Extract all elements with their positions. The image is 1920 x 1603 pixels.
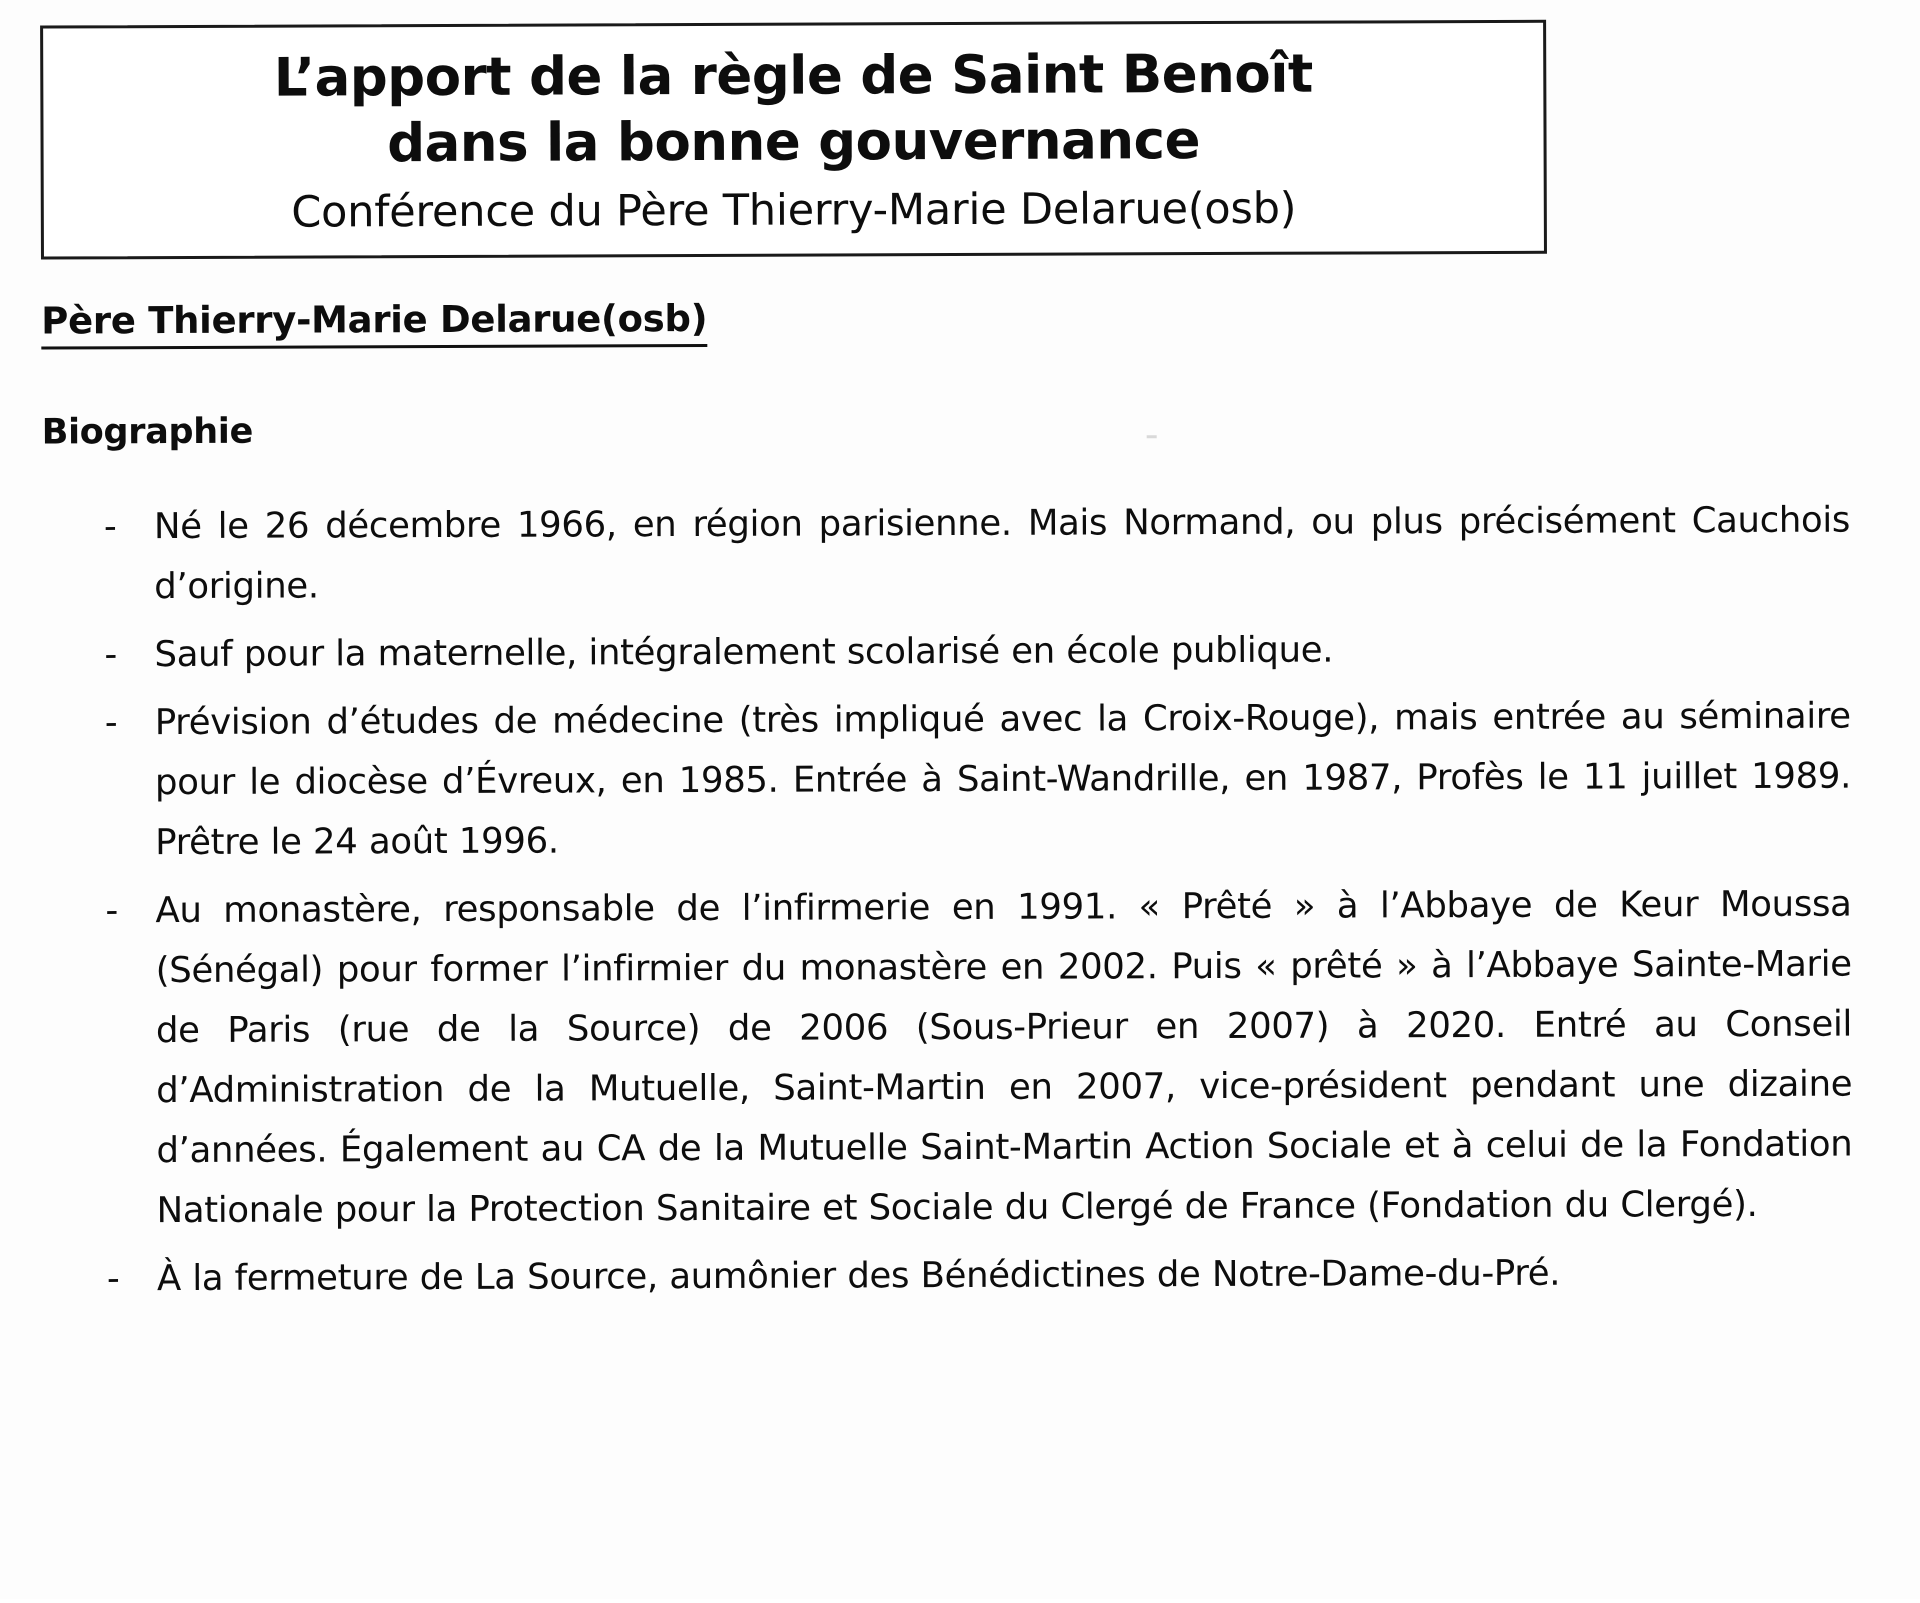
- bullet-dash-icon: -: [106, 1258, 120, 1300]
- document-title-line-1: L’apport de la règle de Saint Benoît: [273, 43, 1313, 109]
- document-body: [41, 292, 1893, 1317]
- list-item-text: Né le 26 décembre 1966, en région parisienne. Mais Normand, ou plus précisément Cauchois d’origine.: [153, 499, 1851, 608]
- list-item-text: Au monastère, responsable de l’infirmerie en 1991. « Prêté » à l’Abbaye de Keur Moussa (Sénégal) pour former l’infirmier du monastère en 2002. Puis « prêté » à l’Abbaye Sainte-Marie de Paris (rue de la Source) de 2006 (Sous-Prieur en 2007) à 2020. Entré au Conseil d’Administration de la Mutuelle, Saint-Martin en 2007, vice-président pendant une dizaine d’années. Également au CA de la Mutuelle Saint-Martin Action Sociale et à celui de la Fondation Nationale pour la Protection Sanitaire et Sociale du Clergé de France (Fondation du Clergé).: [155, 883, 1853, 1232]
- list-item: [43, 687, 1852, 874]
- list-item: [43, 875, 1852, 1242]
- section-heading-biographie: Biographie: [41, 411, 254, 453]
- list-item: [42, 491, 1850, 618]
- list-item-text: Prévision d’études de médecine (très impliqué avec la Croix-Rouge), mais entrée au séminaire pour le diocèse d’Évreux, en 1985. Entrée à Saint-Wandrille, en 1987, Profès le 11 juillet 1989. Prêtre le 24 août 1996.: [154, 695, 1852, 864]
- list-item: [45, 1243, 1853, 1310]
- bullet-dash-icon: -: [104, 634, 118, 676]
- biography-bullet-list: [42, 491, 1853, 1310]
- list-item-text: À la fermeture de La Source, aumônier des Bénédictines de Notre-Dame-du-Pré.: [156, 1252, 1561, 1300]
- list-item: [42, 619, 1850, 686]
- document-title-line-2: dans la bonne gouvernance: [387, 110, 1201, 175]
- document-subtitle: Conférence du Père Thierry-Marie Delarue(osb): [291, 183, 1297, 238]
- list-item-text: Sauf pour la maternelle, intégralement scolarisé en école publique.: [154, 629, 1334, 676]
- bullet-dash-icon: -: [105, 890, 119, 932]
- scan-speck: [1147, 435, 1157, 438]
- speaker-heading: Père Thierry-Marie Delarue(osb): [41, 297, 707, 350]
- title-box: [40, 20, 1547, 260]
- bullet-dash-icon: -: [104, 702, 118, 744]
- bullet-dash-icon: -: [103, 506, 117, 548]
